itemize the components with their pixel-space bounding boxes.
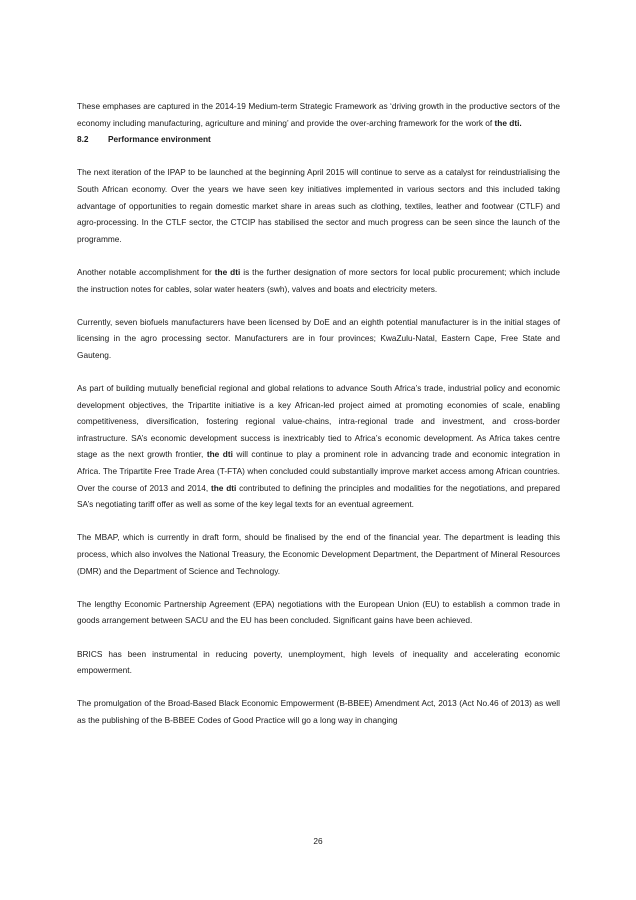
paragraph-text: As part of building mutually beneficial regional and global relations to advance South Africa’s trade, industrial policy and economic development objectives, the Tripartite initiative is a key African-led project aimed at promoting economies of scale, enabling competitiveness, diversification, fostering regional value-chains, intra-regional trade and investment, and cross-border infrastructure. SA’s economic development success is inextricably tied to Africa’s economic development. As Africa takes centre stage as the next growth frontier, <box>77 383 560 460</box>
paragraph-text: The lengthy Economic Partnership Agreement (EPA) negotiations with the European Union (EU) to establish a common trade in goods arrangement between SACU and the EU has been concluded. Significant gains have been achieved. <box>77 598 560 626</box>
page-number: 26 <box>313 836 323 846</box>
bold-text: the dti. <box>494 117 522 128</box>
paragraph-text: is the further designation of more sectors for local public procurement; which include the instruction notes for cables, solar water heaters (swh), valves and boats and electricity meters. <box>77 266 560 294</box>
paragraph-text: Another notable accomplishment for <box>77 266 215 277</box>
paragraph <box>77 164 560 247</box>
paragraph-text: BRICS has been instrumental in reducing poverty, unemployment, high levels of inequality and accelerating economic empowerment. <box>77 648 560 676</box>
paragraph <box>77 529 560 579</box>
section-title: Performance environment <box>108 134 211 145</box>
paragraph-text: The promulgation of the Broad-Based Black Economic Empowerment (B-BBEE) Amendment Act, 2013 (Act No.46 of 2013) as well as the publishing of the B-BBEE Codes of Good Practice will go a long way in changing <box>77 698 560 725</box>
bold-text: the dti <box>206 449 233 460</box>
intro-section <box>77 98 560 131</box>
paragraph-text: The MBAP, which is currently in draft form, should be finalised by the end of the financial year. The department is leading this process, which also involves the National Treasury, the Economic Development Department, the Department of Mineral Resources (DMR) and the Department of Science and Technology. <box>77 532 560 576</box>
paragraph-text: contributed to defining the principles and modalities for the negotiations, and prepared SA’s negotiating tariff offer as well as some of the key legal texts for an eventual agreement. <box>77 482 560 510</box>
paragraph <box>77 380 560 513</box>
document-page <box>77 98 560 729</box>
section-number: 8.2 <box>77 134 89 145</box>
paragraph <box>77 314 560 364</box>
bold-text: the dti <box>214 266 241 277</box>
paragraph-text: The next iteration of the IPAP to be launched at the beginning April 2015 will continue to serve as a catalyst for reindustrialising the South African economy. Over the years we have seen key initiatives implemented in various sectors and this included taking advantage of opportunities to regain domestic market share in areas such as clothing, textiles, leather and footwear (CTLF) and agro-processing. In the CTLF sector, the CTCIP has stabilised the sector and much progress can be seen since the launch of the programme. <box>77 167 560 244</box>
paragraph-text: will continue to play a prominent role in advancing trade and economic integration in Africa. The Tripartite Free Trade Area (T-FTA) when concluded could substantially improve market access among African countries. Over the course of 2013 and 2014, <box>77 449 560 493</box>
paragraph <box>77 596 560 629</box>
section-body <box>77 164 560 728</box>
paragraph-text: These emphases are captured in the 2014-19 Medium-term Strategic Framework as ‘driving growth in the productive sectors of the economy including manufacturing, agriculture and mining’ and provide the over-arching framework for the work of <box>77 101 560 128</box>
paragraph <box>77 695 560 728</box>
paragraph <box>77 646 560 679</box>
paragraph-text: Currently, seven biofuels manufacturers have been licensed by DoE and an eighth potential manufacturer is in the initial stages of licensing in the agro processing sector. Manufacturers are in four provinces; KwaZulu-Natal, Eastern Cape, Free State and Gauteng. <box>77 316 560 360</box>
paragraph <box>77 98 560 131</box>
section-heading <box>77 131 560 148</box>
paragraph <box>77 264 560 297</box>
bold-text: the dti <box>210 482 237 493</box>
